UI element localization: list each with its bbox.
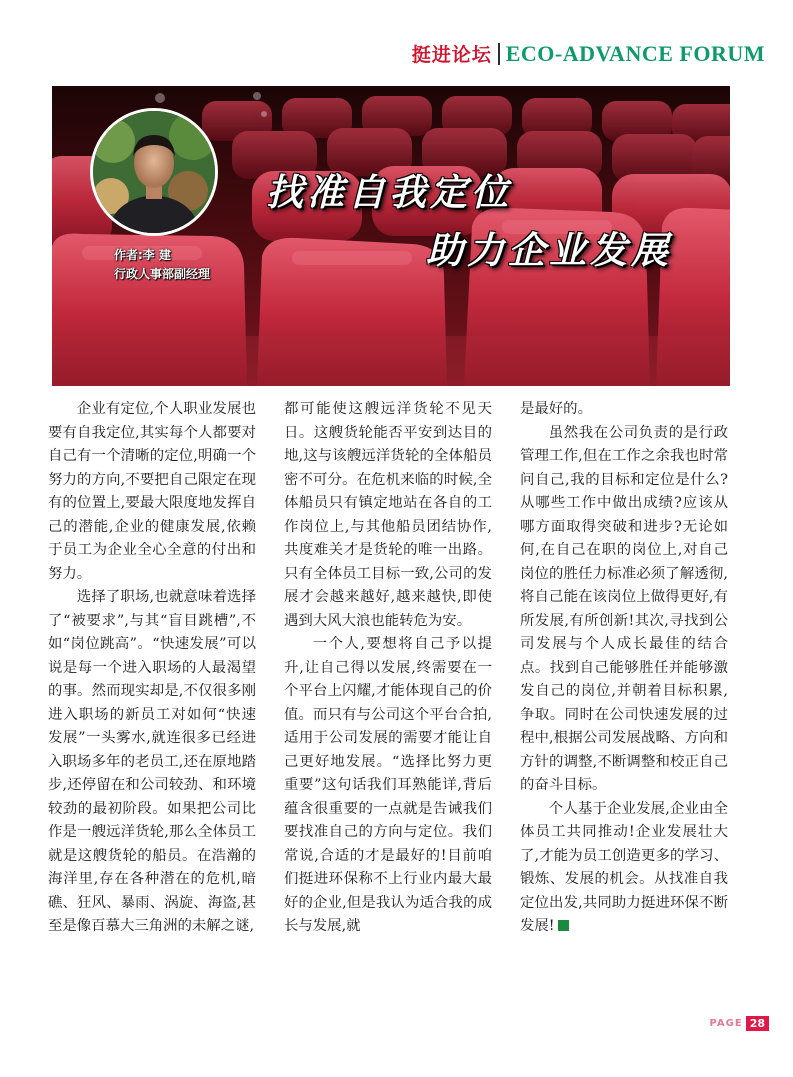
closing-paragraph-text: 个人基于企业发展,企业由全体员工共同推动!企业发展壮大了,才能为员工创造更多的学习、锻炼、发展的机会。从找准自我定位出发,共同助力挺进环保不断发展! <box>520 800 728 934</box>
page-footer <box>709 1016 769 1031</box>
header-divider <box>498 43 500 65</box>
paragraph: 都可能使这艘远洋货轮不见天日。这艘货轮能否平安到达目的地,这与该艘远洋货轮的全体船员密不可分。在危机来临的时候,全体船员只有镇定地站在各自的工作岗位上,与其他船员团结协作,共度难关才是货轮的唯一出路。只有全体员工目标一致,公司的发展才会越来越好,越来越快,即使遇到大风大浪也能转危为安。 <box>284 401 492 629</box>
green-square-icon <box>558 920 569 931</box>
section-header <box>412 40 765 67</box>
author-avatar <box>90 108 218 236</box>
section-title-en: ECO-ADVANCE FORUM <box>505 40 765 66</box>
text-column-3 <box>520 398 728 939</box>
text-column-2 <box>284 398 492 939</box>
paragraph: 虽然我在公司负责的是行政管理工作,但在工作之余我也时常问自己,我的目标和定位是什么?从哪些工作中做出成绩?应该从哪方面取得突破和进步?无论如何,在自己在职的岗位上,对自己岗位的胜任力标准必须了解透彻,将自己能在该岗位上做得更好,有所发展,有所创新!其次,寻找到公司发展与个人成长最佳的结合点。找到自己能够胜任并能够激发自己的岗位,并朝着目标积累,争取。同时在公司快速发展的过程中,根据公司发展战略、方向和方针的调整,不断调整和校正自己的奋斗目标。 <box>520 424 728 793</box>
author-name: 作者:李 建 <box>114 248 171 262</box>
paragraph <box>520 798 728 939</box>
paragraph: 一个人,要想将自己予以提升,让自己得以发展,终需要在一个平台上闪耀,才能体现自己的价值。而只有与公司这个平台合拍,适用于公司发展的需要才能让自己更好地发展。“选择比努力更重要”这句话我们耳熟能详,背后蕴含很重要的一点就是告诫我们要找准自己的方向与定位。我们常说,合适的才是最好的!目前咱们挺进环保称不上行业内最大最好的企业,但是我认为适合我的成长与发展,就 <box>284 636 492 934</box>
page-label: PAGE <box>709 1018 743 1029</box>
article-title-line2: 助力企业发展 <box>426 229 672 272</box>
hero-banner <box>52 86 730 386</box>
text-column-1 <box>48 398 256 939</box>
paragraph: 选择了职场,也就意味着选择了“被要求”,与其“盲目跳槽”,不如“岗位跳高”。“快速发展”可以说是每一个进入职场的人最渴望的事。然而现实却是,不仅很多刚进入职场的新员工对如何“快速发展”一头雾水,就连很多已经进入职场多年的老员工,还在原地踏步,还停留在和公司较劲、和环境较劲的最初阶段。如果把公司比作是一艘远洋货轮,那么全体员工就是这艘货轮的船员。在浩瀚的海洋里,存在各种潜在的危机,暗礁、狂风、暴雨、涡旋、海盗,甚至是像百慕大三角洲的未解之谜, <box>48 589 256 934</box>
author-position: 行政人事部副经理 <box>114 267 211 281</box>
article-title-line1: 找准自我定位 <box>266 171 512 214</box>
author-portrait-icon <box>93 111 215 233</box>
page-number: 28 <box>746 1016 769 1031</box>
section-title-zh: 挺进论坛 <box>411 44 492 66</box>
paragraph: 是最好的。 <box>520 401 592 417</box>
paragraph: 企业有定位,个人职业发展也要有自我定位,其实每个人都要对自己有一个清晰的定位,明确一个努力的方向,不要把自己限定在现有的位置上,要最大限度地发挥自己的潜能,企业的健康发展,依赖于员工为企业全心全意的付出和努力。 <box>48 401 256 582</box>
author-credit <box>114 246 210 284</box>
